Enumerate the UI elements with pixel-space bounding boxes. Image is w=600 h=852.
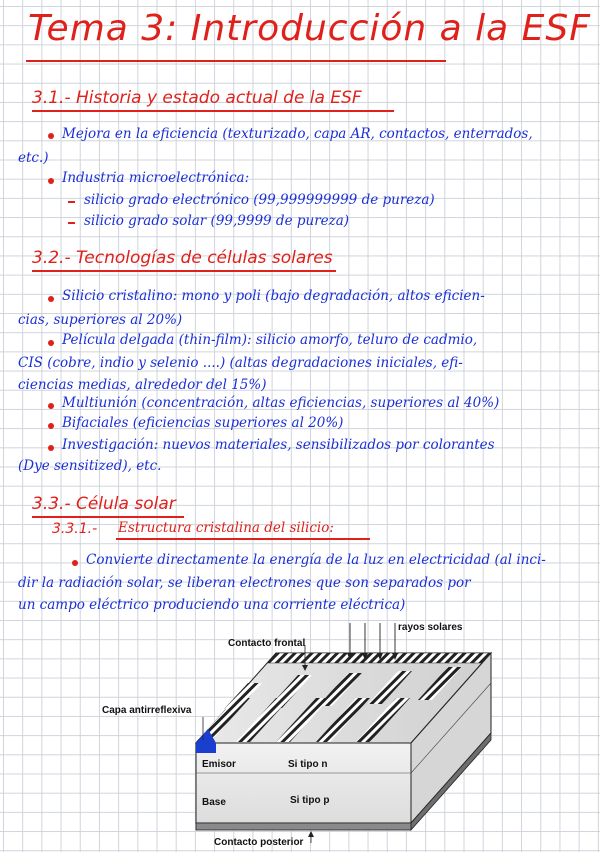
bullet-dot [48,296,54,302]
s2-bullet-1-line-1: Silicio cristalino: mono y poli (bajo degradación, altos eficien- [62,288,485,304]
title-underline [26,60,446,62]
bullet-dot [72,560,78,566]
s2-bullet-3: Multiunión (concentración, altas eficiencias, superiores al 40%) [62,395,500,411]
bullet-dot [48,445,54,451]
label-base: Base [202,797,226,808]
dash-icon [68,201,75,203]
label-capa-antirreflexiva: Capa antirreflexiva [102,705,192,716]
label-emisor: Emisor [202,759,236,770]
page-title: Tema 3: Introducción a la ESF [28,8,591,49]
s2-bullet-5-line-2: (Dye sensitized), etc. [18,458,162,474]
bullet-dot [48,403,54,409]
subsection-number: 3.3.1.- [52,521,98,537]
solar-cell-diagram [0,615,600,848]
section-3-1-underline [32,110,394,112]
label-si-tipo-n: Si tipo n [288,759,328,770]
label-contacto-frontal: Contacto frontal [228,638,306,649]
s1-bullet-2: Industria microelectrónica: [62,170,250,186]
s2-bullet-1-line-2: cias, superiores al 20%) [18,312,183,328]
s2-bullet-2-line-2: CIS (cobre, indio y selenio ....) (altas degradaciones iniciales, efi- [18,355,463,371]
s1-sub-1: silicio grado electrónico (99,999999999 de pureza) [84,192,435,208]
subsection-underline [116,538,370,540]
label-contacto-posterior: Contacto posterior [214,837,304,848]
label-si-tipo-p: Si tipo p [290,795,330,806]
section-3-3-underline [32,516,184,518]
section-3-3-heading: 3.3.- Célula solar [32,494,176,514]
solar-cell-illustration [0,615,600,848]
bullet-dot [48,340,54,346]
bullet-dot [48,178,54,184]
s1-sub-2: silicio grado solar (99,9999 de pureza) [84,213,350,229]
s3-paragraph-line-3: un campo eléctrico produciendo una corriente eléctrica) [18,597,406,613]
bullet-dot [48,133,54,139]
s2-bullet-2-line-1: Película delgada (thin-film): silicio amorfo, teluro de cadmio, [62,332,478,348]
s3-paragraph-line-2: dir la radiación solar, se liberan electrones que son separados por [18,575,471,591]
dash-icon [68,222,75,224]
s1-bullet-1-line-1: Mejora en la eficiencia (texturizado, capa AR, contactos, enterrados, [62,126,533,142]
subsection-heading: Estructura cristalina del silicio: [118,520,334,536]
s2-bullet-5-line-1: Investigación: nuevos materiales, sensibilizados por colorantes [62,437,495,453]
bullet-dot [48,423,54,429]
s3-paragraph-line-1: Convierte directamente la energía de la luz en electricidad (al inci- [86,552,546,568]
s1-bullet-1-line-2: etc.) [18,150,49,166]
section-3-2-underline [32,270,336,272]
label-rayos-solares: rayos solares [398,622,463,633]
s2-bullet-4: Bifaciales (eficiencias superiores al 20%) [62,415,344,431]
section-3-1-heading: 3.1.- Historia y estado actual de la ESF [32,88,362,108]
section-3-2-heading: 3.2.- Tecnologías de células solares [32,248,333,268]
s2-bullet-2-line-3: ciencias medias, alrededor del 15%) [18,377,267,393]
